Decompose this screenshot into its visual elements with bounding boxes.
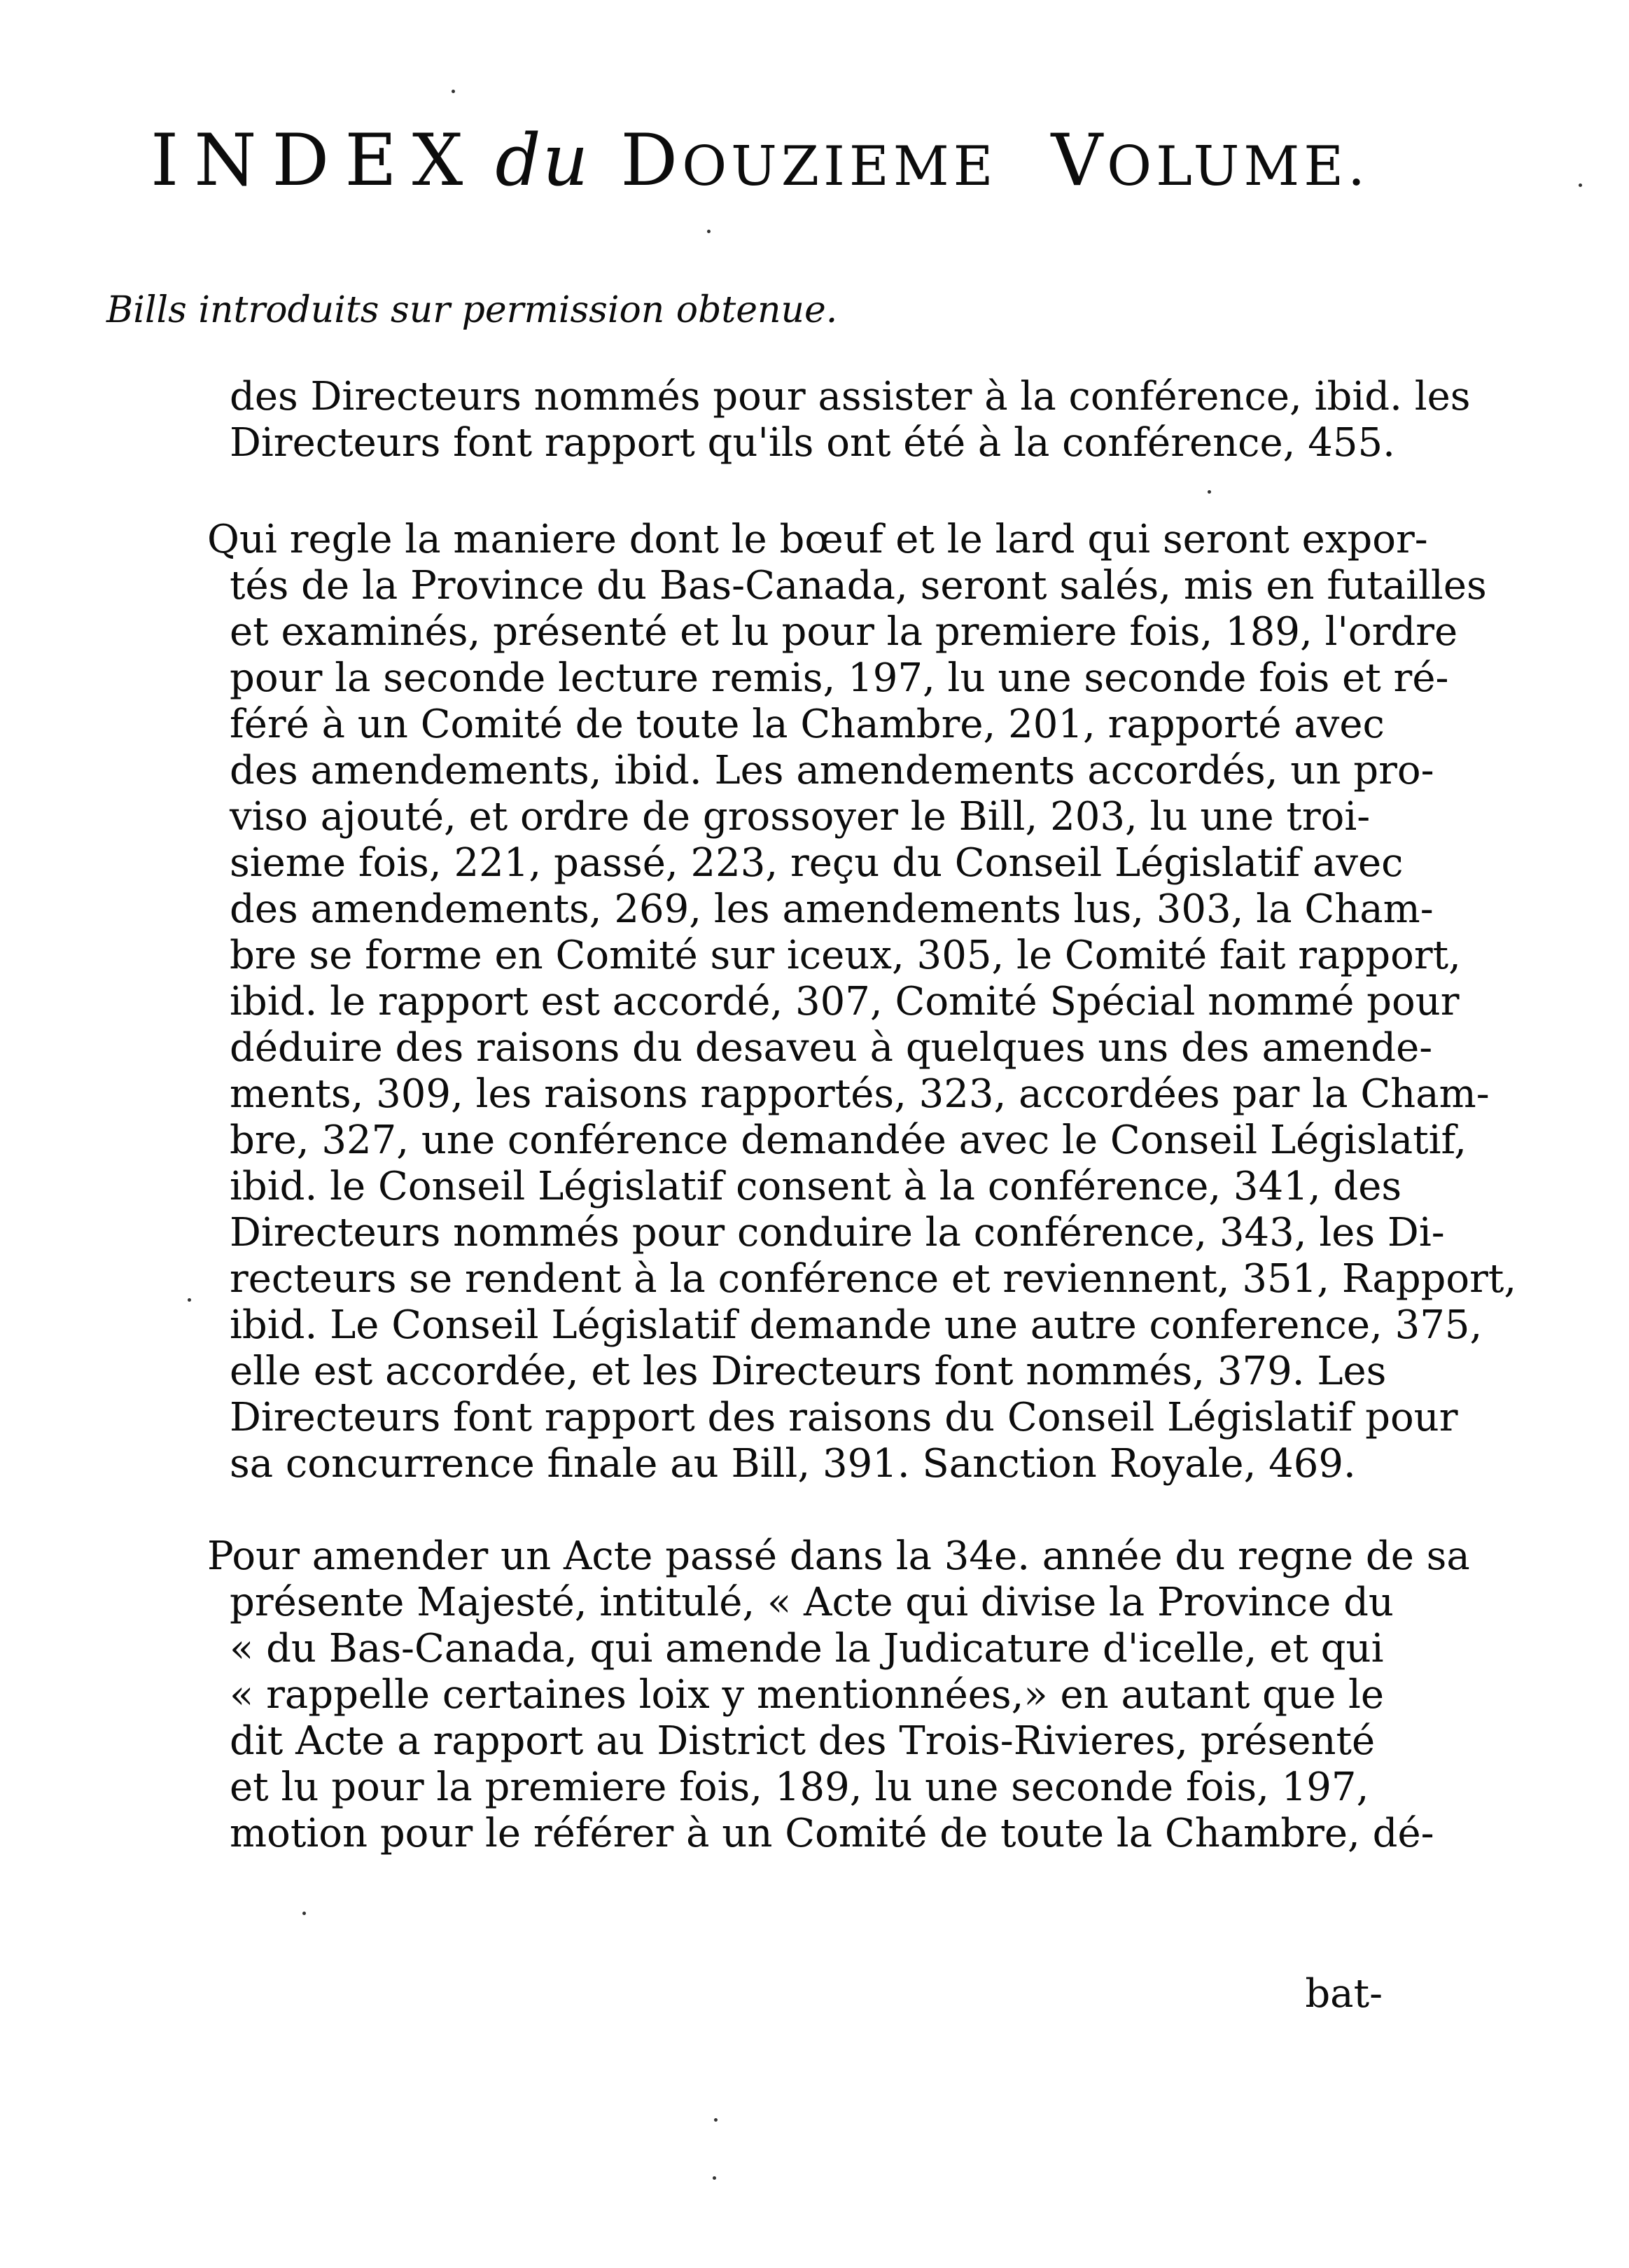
entry-line: déduire des raisons du desaveu à quelques uns des amende- xyxy=(230,1025,1433,1071)
print-speck xyxy=(302,1912,306,1915)
print-speck xyxy=(714,2118,718,2122)
entry-line: Directeurs font rapport qu'ils ont été à la conférence, 455. xyxy=(230,420,1395,466)
entry-line: ibid. le rapport est accordé, 307, Comité Spécial nommé pour xyxy=(230,979,1460,1024)
entry-line: des amendements, 269, les amendements lus, 303, la Cham- xyxy=(230,886,1434,932)
title-volume-initial: V xyxy=(1051,119,1107,202)
entry-line: féré à un Comité de toute la Chambre, 201, rapporté avec xyxy=(230,702,1385,747)
title-index: INDEX xyxy=(151,119,479,202)
print-speck xyxy=(707,230,711,233)
entry-line: des amendements, ibid. Les amendements accordés, un pro- xyxy=(230,748,1434,793)
title-du: du xyxy=(495,119,590,202)
print-speck xyxy=(188,1298,191,1302)
entry-line: présente Majesté, intitulé, « Acte qui divise la Province du xyxy=(230,1580,1394,1625)
entry-line: et lu pour la premiere fois, 189, lu une seconde fois, 197, xyxy=(230,1765,1369,1810)
entry-line: Directeurs font rapport des raisons du Conseil Législatif pour xyxy=(230,1395,1458,1440)
entry-line: bre se forme en Comité sur iceux, 305, le Comité fait rapport, xyxy=(230,933,1461,978)
entry-line: Directeurs nommés pour conduire la conférence, 343, les Di- xyxy=(230,1210,1445,1255)
entry-line: Pour amender un Acte passé dans la 34e. année du regne de sa xyxy=(207,1533,1470,1579)
catchword: bat- xyxy=(1305,1971,1383,2017)
entry-line: « rappelle certaines loix y mentionnées,» en autant que le xyxy=(230,1672,1385,1718)
entry-line: ibid. Le Conseil Législatif demande une autre conference, 375, xyxy=(230,1302,1483,1348)
entry-line: ments, 309, les raisons rapportés, 323, accordées par la Cham- xyxy=(230,1071,1490,1117)
page-title xyxy=(151,116,1411,212)
entry-line: ibid. le Conseil Législatif consent à la conférence, 341, des xyxy=(230,1164,1402,1209)
index-entry-amender-acte xyxy=(207,1533,1470,1857)
title-douzieme-rest: OUZIEME xyxy=(682,135,998,198)
entry-line: Qui regle la maniere dont le bœuf et le lard qui seront expor- xyxy=(207,517,1428,562)
entry-line: tés de la Province du Bas-Canada, seront salés, mis en futailles xyxy=(230,563,1487,608)
entry-line: motion pour le référer à un Comité de toute la Chambre, dé- xyxy=(230,1811,1434,1856)
entry-line: pour la seconde lecture remis, 197, lu une seconde fois et ré- xyxy=(230,655,1449,701)
title-volume-rest: OLUME. xyxy=(1107,135,1369,198)
entry-line: dit Acte a rapport au District des Trois-Rivieres, présenté xyxy=(230,1718,1376,1764)
entry-line: recteurs se rendent à la conférence et reviennent, 351, Rapport, xyxy=(230,1256,1517,1302)
print-speck xyxy=(452,90,455,93)
entry-line: sa concurrence finale au Bill, 391. Sanction Royale, 469. xyxy=(230,1441,1356,1487)
running-head: Bills introduits sur permission obtenue. xyxy=(106,289,838,331)
index-entry-boeuf-lard xyxy=(207,517,1516,1487)
index-entry-continuation xyxy=(230,374,1471,466)
print-speck xyxy=(1208,490,1211,494)
print-speck xyxy=(1579,183,1582,187)
entry-line: des Directeurs nommés pour assister à la conférence, ibid. les xyxy=(230,374,1471,419)
entry-line: et examinés, présenté et lu pour la premiere fois, 189, l'ordre xyxy=(230,609,1458,655)
entry-line: elle est accordée, et les Directeurs font nommés, 379. Les xyxy=(230,1349,1387,1394)
entry-line: bre, 327, une conférence demandée avec le Conseil Législatif, xyxy=(230,1118,1467,1163)
print-speck xyxy=(713,2176,716,2180)
entry-line: sieme fois, 221, passé, 223, reçu du Conseil Législatif avec xyxy=(230,840,1404,886)
entry-line: viso ajouté, et ordre de grossoyer le Bill, 203, lu une troi- xyxy=(230,794,1371,840)
title-douzieme-initial: D xyxy=(620,119,683,202)
entry-line: « du Bas-Canada, qui amende la Judicature d'icelle, et qui xyxy=(230,1626,1384,1671)
